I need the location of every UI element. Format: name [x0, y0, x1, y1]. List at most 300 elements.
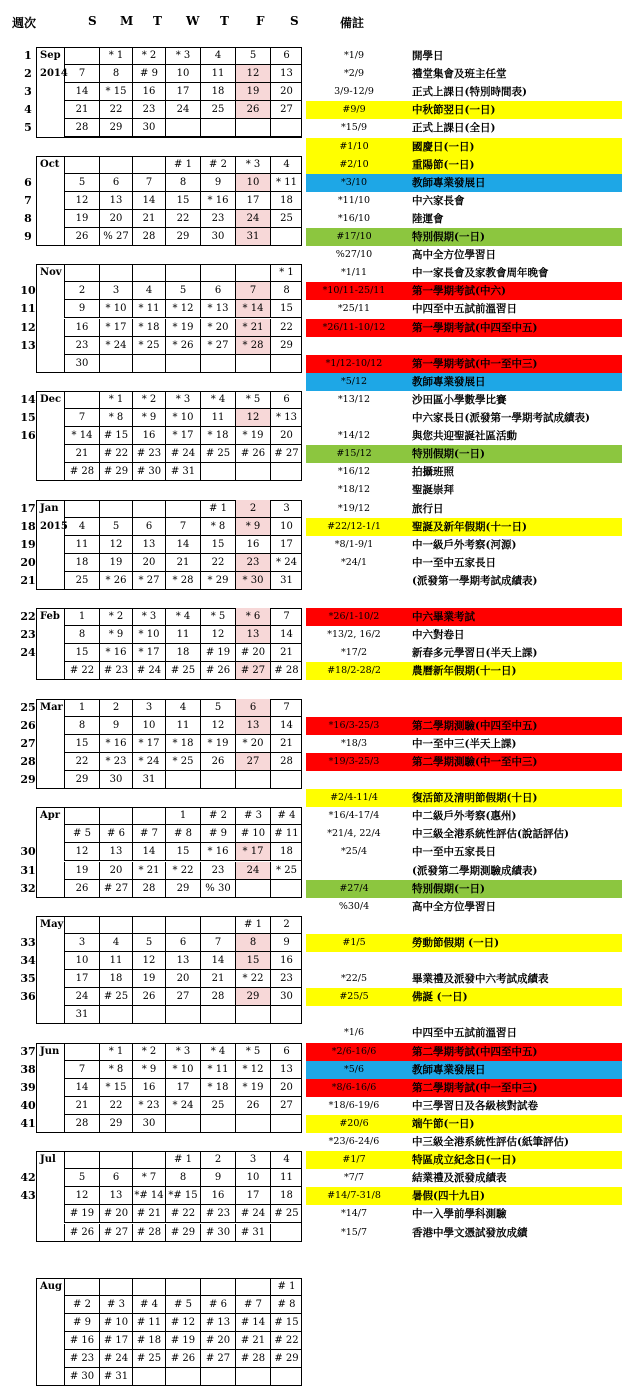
event-date: *14/7 [340, 1208, 368, 1220]
day-cell: * 3 [165, 47, 200, 65]
day-cell: 28 [132, 880, 165, 898]
day-cell: 20 [99, 862, 132, 880]
day-cell: # 24 [235, 1205, 270, 1223]
day-cell: 6 [270, 391, 302, 409]
day-cell: 12 [64, 1187, 99, 1205]
month-name: Jul [40, 1154, 56, 1166]
day-cell [165, 500, 200, 518]
month-name: Apr [40, 810, 61, 822]
day-cell: # 27 [99, 1224, 132, 1242]
day-cell: * 27 [132, 572, 165, 590]
event-description: 第一學期考試(中六) [412, 285, 506, 298]
day-cell: # 27 [99, 880, 132, 898]
day-cell: # 28 [64, 463, 99, 481]
day-cell: # 15 [99, 427, 132, 445]
day-cell: # 10 [99, 1314, 132, 1332]
day-cell: 4 [270, 1151, 302, 1169]
day-cell: 28 [200, 988, 235, 1006]
day-cell: 28 [132, 228, 165, 246]
day-cell: 11 [200, 65, 235, 83]
day-header-sun: S [88, 14, 97, 28]
week-number: 25 [20, 700, 36, 714]
day-cell: 18 [200, 83, 235, 101]
day-cell: 6 [99, 174, 132, 192]
day-cell: 18 [270, 1187, 302, 1205]
day-cell: * 11 [270, 174, 302, 192]
day-cell: 26 [235, 1097, 270, 1115]
event-description: 聖誕及新年假期(十一日) [412, 520, 527, 533]
event-date: *23/6-24/6 [328, 1136, 380, 1147]
day-cell: 3 [132, 699, 165, 717]
day-cell: # 7 [132, 825, 165, 843]
day-cell: 19 [99, 554, 132, 572]
day-cell: 20 [99, 210, 132, 228]
day-cell: 12 [132, 952, 165, 970]
week-number: 10 [20, 284, 36, 298]
day-cell: * 5 [200, 608, 235, 626]
day-cell: * 18 [165, 735, 200, 753]
week-number: 21 [20, 573, 36, 587]
day-cell: 27 [270, 101, 302, 119]
day-cell: * 24 [132, 753, 165, 771]
day-cell: 5 [235, 47, 270, 65]
day-cell: * 1 [99, 1043, 132, 1061]
day-cell: 26 [235, 101, 270, 119]
event-date: #15/12 [336, 448, 372, 460]
event-description: 沙田區小學數學比賽 [412, 393, 507, 406]
day-cell: * 10 [165, 409, 200, 427]
day-cell: 2 [270, 916, 302, 934]
week-number: 32 [20, 881, 36, 895]
day-cell: 7 [270, 608, 302, 626]
day-cell: 8 [64, 717, 99, 735]
event-description: 陸運會 [412, 212, 444, 225]
day-cell: 4 [99, 934, 132, 952]
day-cell: # 19 [165, 1332, 200, 1350]
day-cell: * 19 [235, 427, 270, 445]
day-cell: * 2 [132, 47, 165, 65]
day-cell: 8 [165, 1169, 200, 1187]
day-cell: # 25 [165, 662, 200, 680]
day-cell [99, 264, 132, 282]
day-cell: 19 [64, 210, 99, 228]
day-cell: * 5 [235, 1043, 270, 1061]
day-cell: # 1 [165, 1151, 200, 1169]
event-description: 中一入學前學科測驗 [412, 1208, 507, 1221]
day-cell [235, 1278, 270, 1296]
event-date: #17/10 [336, 231, 372, 242]
day-cell: 9 [200, 174, 235, 192]
day-cell: # 21 [132, 1205, 165, 1223]
day-cell [99, 1006, 132, 1024]
day-cell: # 26 [235, 445, 270, 463]
day-cell: # 22 [64, 662, 99, 680]
day-cell: 4 [200, 47, 235, 65]
day-cell: * 28 [235, 337, 270, 355]
day-cell [132, 355, 165, 373]
event-description: 第一學期考試(中四至中五) [412, 321, 538, 334]
event-date: *18/3 [340, 737, 368, 749]
day-cell: * 16 [99, 644, 132, 662]
event-description: 特別假期(一日) [412, 448, 485, 461]
event-date: 3/9-12/9 [334, 86, 374, 98]
day-header-thu: T [220, 14, 229, 28]
day-cell: 12 [200, 717, 235, 735]
event-description: 高中全方位學習日 [412, 249, 496, 262]
day-cell: 20 [270, 83, 302, 101]
day-cell: 29 [270, 337, 302, 355]
day-cell: * 4 [200, 391, 235, 409]
event-description: 第二學期測驗(中一至中三) [412, 755, 538, 768]
week-number: 4 [24, 103, 32, 117]
day-cell: * 22 [165, 862, 200, 880]
event-date: *16/4-17/4 [328, 810, 380, 822]
day-cell: 31 [270, 572, 302, 590]
event-date: *5/12 [340, 375, 368, 387]
week-number: 6 [24, 175, 32, 189]
week-number: 29 [20, 773, 36, 786]
day-cell: 7 [132, 174, 165, 192]
week-number: 38 [20, 1062, 36, 1076]
day-cell: 30 [99, 771, 132, 789]
day-cell [165, 771, 200, 789]
day-cell: 8 [270, 282, 302, 300]
day-cell [270, 1115, 302, 1133]
event-date: *19/3-25/3 [328, 755, 380, 767]
day-cell: # 6 [200, 1296, 235, 1314]
day-cell: 21 [64, 445, 99, 463]
event-description: 正式上課日(特別時間表) [412, 86, 527, 99]
day-cell [235, 1115, 270, 1133]
day-cell: # 27 [200, 1350, 235, 1368]
day-cell: # 20 [200, 1332, 235, 1350]
day-cell: 21 [200, 970, 235, 988]
day-cell: * 4 [200, 1043, 235, 1061]
day-cell: *# 14 [132, 1187, 165, 1205]
day-cell: # 4 [132, 1296, 165, 1314]
day-cell: 7 [200, 934, 235, 952]
day-cell [235, 463, 270, 481]
day-cell: 30 [132, 1115, 165, 1133]
day-cell: 2 [64, 282, 99, 300]
event-date: #2/4-11/4 [330, 792, 378, 804]
event-description: 農曆新年假期(十一日) [412, 665, 517, 678]
event-description: 教師專業發展日 [412, 375, 486, 388]
event-description: 中六對卷日 [412, 629, 465, 642]
day-cell: 1 [64, 608, 99, 626]
event-description: (派發第一學期考試成績表) [412, 574, 538, 587]
day-cell: 23 [270, 970, 302, 988]
day-cell: 5 [132, 934, 165, 952]
day-cell: # 6 [99, 825, 132, 843]
day-cell: * 25 [165, 753, 200, 771]
day-cell: # 15 [270, 1314, 302, 1332]
day-cell: 19 [64, 862, 99, 880]
day-cell: 9 [99, 717, 132, 735]
month-name: Aug [40, 1280, 63, 1292]
event-date: *7/7 [343, 1172, 365, 1184]
day-cell: # 25 [99, 988, 132, 1006]
day-cell: * 19 [200, 735, 235, 753]
day-cell: * 9 [132, 1061, 165, 1079]
day-cell: # 5 [165, 1296, 200, 1314]
day-cell: 7 [64, 65, 99, 83]
day-cell: 11 [270, 1169, 302, 1187]
week-number: 18 [20, 519, 36, 533]
day-cell: # 30 [200, 1224, 235, 1242]
week-number: 24 [20, 646, 36, 660]
day-cell: 5 [200, 699, 235, 717]
day-cell: 12 [64, 843, 99, 861]
week-number: 35 [20, 972, 36, 986]
day-cell: 13 [270, 65, 302, 83]
day-cell: 16 [200, 1187, 235, 1205]
day-cell: * 9 [132, 409, 165, 427]
day-cell [270, 463, 302, 481]
day-cell: 7 [270, 699, 302, 717]
day-cell: 15 [165, 192, 200, 210]
day-cell: 26 [132, 988, 165, 1006]
day-cell: 12 [235, 409, 270, 427]
day-cell: 12 [235, 65, 270, 83]
day-cell [235, 880, 270, 898]
day-cell: 25 [270, 210, 302, 228]
week-number: 37 [20, 1044, 36, 1058]
day-cell: * 19 [235, 1079, 270, 1097]
day-cell: # 9 [64, 1314, 99, 1332]
week-number: 39 [20, 1080, 36, 1094]
event-description: 中一至中五家長日 [412, 846, 496, 859]
day-cell: 30 [200, 228, 235, 246]
day-cell: 17 [235, 1187, 270, 1205]
day-cell: 8 [64, 626, 99, 644]
day-cell: 1 [165, 807, 200, 825]
day-cell: 18 [270, 843, 302, 861]
day-cell: 16 [132, 83, 165, 101]
day-cell: 17 [270, 536, 302, 554]
month-name: Oct [40, 158, 60, 170]
day-cell: 10 [235, 174, 270, 192]
day-cell: # 10 [235, 825, 270, 843]
event-description: 復活節及清明節假期(十日) [412, 792, 538, 805]
day-cell: # 18 [132, 1332, 165, 1350]
day-cell: # 7 [235, 1296, 270, 1314]
day-header-fri: F [256, 14, 265, 28]
event-date: *15/9 [340, 122, 368, 134]
day-cell: 6 [270, 1043, 302, 1061]
day-cell: * 3 [235, 156, 270, 174]
day-cell: # 24 [99, 1350, 132, 1368]
day-cell: 7 [64, 1061, 99, 1079]
day-cell: # 27 [270, 445, 302, 463]
day-cell: * 19 [165, 319, 200, 337]
event-date: *8/6-16/6 [331, 1081, 377, 1093]
day-cell: 13 [99, 1187, 132, 1205]
day-cell: # 26 [64, 1224, 99, 1242]
day-cell: 11 [165, 717, 200, 735]
day-cell: 13 [99, 843, 132, 861]
day-cell: # 23 [132, 445, 165, 463]
event-description: 國慶日(一日) [412, 140, 475, 153]
day-cell: 20 [270, 1079, 302, 1097]
event-date: #1/5 [342, 936, 366, 948]
day-cell: 2 [200, 1151, 235, 1169]
event-description: 第二學期測驗(中四至中五) [412, 719, 538, 732]
day-cell: # 3 [99, 1296, 132, 1314]
event-date: *13/12 [337, 393, 371, 405]
day-cell: 6 [235, 699, 270, 717]
event-date: *21/4, 22/4 [327, 828, 381, 840]
year-label: 2015 [40, 520, 68, 532]
event-description: 中三級全港系統性評估(說話評估) [412, 828, 569, 841]
day-cell: 9 [200, 1169, 235, 1187]
day-cell: # 11 [270, 825, 302, 843]
day-cell [165, 916, 200, 934]
event-description: 第二學期考試(中四至中五) [412, 1045, 538, 1058]
event-date: *16/10 [337, 212, 371, 224]
day-cell: 30 [270, 988, 302, 1006]
week-number: 34 [20, 954, 36, 967]
day-header-tue: T [153, 14, 162, 28]
day-cell: 26 [64, 228, 99, 246]
event-description: 中六畢業考試 [412, 611, 475, 624]
week-number: 9 [24, 230, 32, 243]
day-cell: 28 [64, 1115, 99, 1133]
day-cell: 10 [165, 65, 200, 83]
day-cell: 17 [165, 1079, 200, 1097]
week-number: 40 [20, 1098, 36, 1112]
event-date: *11/10 [337, 194, 371, 206]
day-cell: 14 [64, 1079, 99, 1097]
day-cell: * 3 [165, 1043, 200, 1061]
day-cell: # 8 [165, 825, 200, 843]
day-cell: # 11 [132, 1314, 165, 1332]
day-cell: * 25 [270, 862, 302, 880]
day-cell: 17 [235, 192, 270, 210]
day-cell: * 24 [270, 554, 302, 572]
day-cell: 10 [64, 952, 99, 970]
day-cell: # 19 [64, 1205, 99, 1223]
day-cell [200, 771, 235, 789]
day-cell: 12 [64, 192, 99, 210]
day-cell: 18 [64, 554, 99, 572]
day-cell: * 1 [270, 264, 302, 282]
event-description: 與您共迎聖誕社區活動 [412, 430, 517, 443]
day-cell [200, 119, 235, 137]
day-cell: 16 [235, 536, 270, 554]
event-description: (派發第二學期測驗成績表) [412, 864, 538, 877]
day-cell [132, 500, 165, 518]
day-cell: # 22 [270, 1332, 302, 1350]
day-cell: 12 [200, 626, 235, 644]
day-cell: 22 [64, 753, 99, 771]
day-cell: 10 [235, 1169, 270, 1187]
day-cell: # 23 [99, 662, 132, 680]
week-number: 30 [20, 845, 36, 859]
year-label: 2014 [40, 68, 68, 80]
day-cell: # 22 [99, 445, 132, 463]
day-cell: * 30 [235, 572, 270, 590]
event-description: 中三級全港系統性評估(紙筆評估) [412, 1136, 569, 1148]
day-cell: 4 [132, 282, 165, 300]
event-date: *26/11-10/12 [322, 321, 386, 333]
day-cell [99, 807, 132, 825]
day-cell [270, 119, 302, 137]
event-date: *18/12 [337, 484, 371, 496]
week-number: 7 [24, 193, 32, 207]
day-cell: # 9 [132, 65, 165, 83]
day-cell: * 16 [200, 192, 235, 210]
day-cell: 3 [235, 1151, 270, 1169]
day-cell: * 10 [165, 1061, 200, 1079]
day-cell: 23 [200, 210, 235, 228]
day-cell: 23 [235, 554, 270, 572]
day-cell: # 19 [200, 644, 235, 662]
event-date: *17/2 [340, 647, 368, 659]
week-number: 5 [24, 121, 32, 135]
week-number: 16 [20, 429, 36, 443]
day-cell: * 10 [132, 626, 165, 644]
event-description: 拍攝班照 [412, 466, 454, 479]
week-number: 42 [20, 1171, 36, 1185]
week-number: 19 [20, 537, 36, 551]
event-date: *2/9 [343, 68, 365, 80]
day-cell: 27 [165, 988, 200, 1006]
day-cell: * 17 [165, 427, 200, 445]
day-cell: * 12 [165, 300, 200, 318]
day-cell: 6 [165, 934, 200, 952]
event-date: #25/5 [339, 991, 369, 1003]
event-date: #1/7 [342, 1154, 366, 1166]
month-name: Nov [40, 267, 62, 279]
day-cell: * 25 [132, 337, 165, 355]
day-cell: # 23 [64, 1350, 99, 1368]
day-cell: 23 [200, 862, 235, 880]
day-cell: 20 [270, 427, 302, 445]
event-date: #20/6 [339, 1117, 369, 1129]
event-description: 中四至中五試前溫習日 [412, 1027, 517, 1040]
day-cell: 8 [235, 934, 270, 952]
week-number: 1 [24, 49, 32, 62]
day-cell: * 10 [99, 300, 132, 318]
day-cell: 22 [270, 319, 302, 337]
event-date: *14/12 [337, 430, 371, 442]
week-number: 41 [20, 1116, 36, 1130]
day-cell [99, 500, 132, 518]
week-number: 26 [20, 718, 36, 732]
event-date: *18/6-19/6 [328, 1099, 380, 1111]
week-number: 20 [20, 555, 36, 569]
event-description: 重陽節(一日) [412, 158, 475, 171]
day-cell: # 1 [270, 1278, 302, 1296]
week-number: 31 [20, 863, 36, 877]
day-cell: 2 [99, 699, 132, 717]
day-cell [64, 1151, 99, 1169]
day-cell: 13 [132, 536, 165, 554]
day-cell: 30 [132, 119, 165, 137]
day-cell: % 30 [200, 880, 235, 898]
day-cell: 21 [132, 210, 165, 228]
day-cell [235, 1368, 270, 1386]
day-cell: * 13 [270, 409, 302, 427]
event-date: *25/4 [340, 846, 368, 858]
event-date: *25/11 [337, 303, 371, 315]
day-cell [64, 1043, 99, 1061]
day-cell: * 4 [165, 608, 200, 626]
day-cell [99, 355, 132, 373]
event-description: 高中全方位學習日 [412, 900, 496, 913]
day-cell [99, 1151, 132, 1169]
